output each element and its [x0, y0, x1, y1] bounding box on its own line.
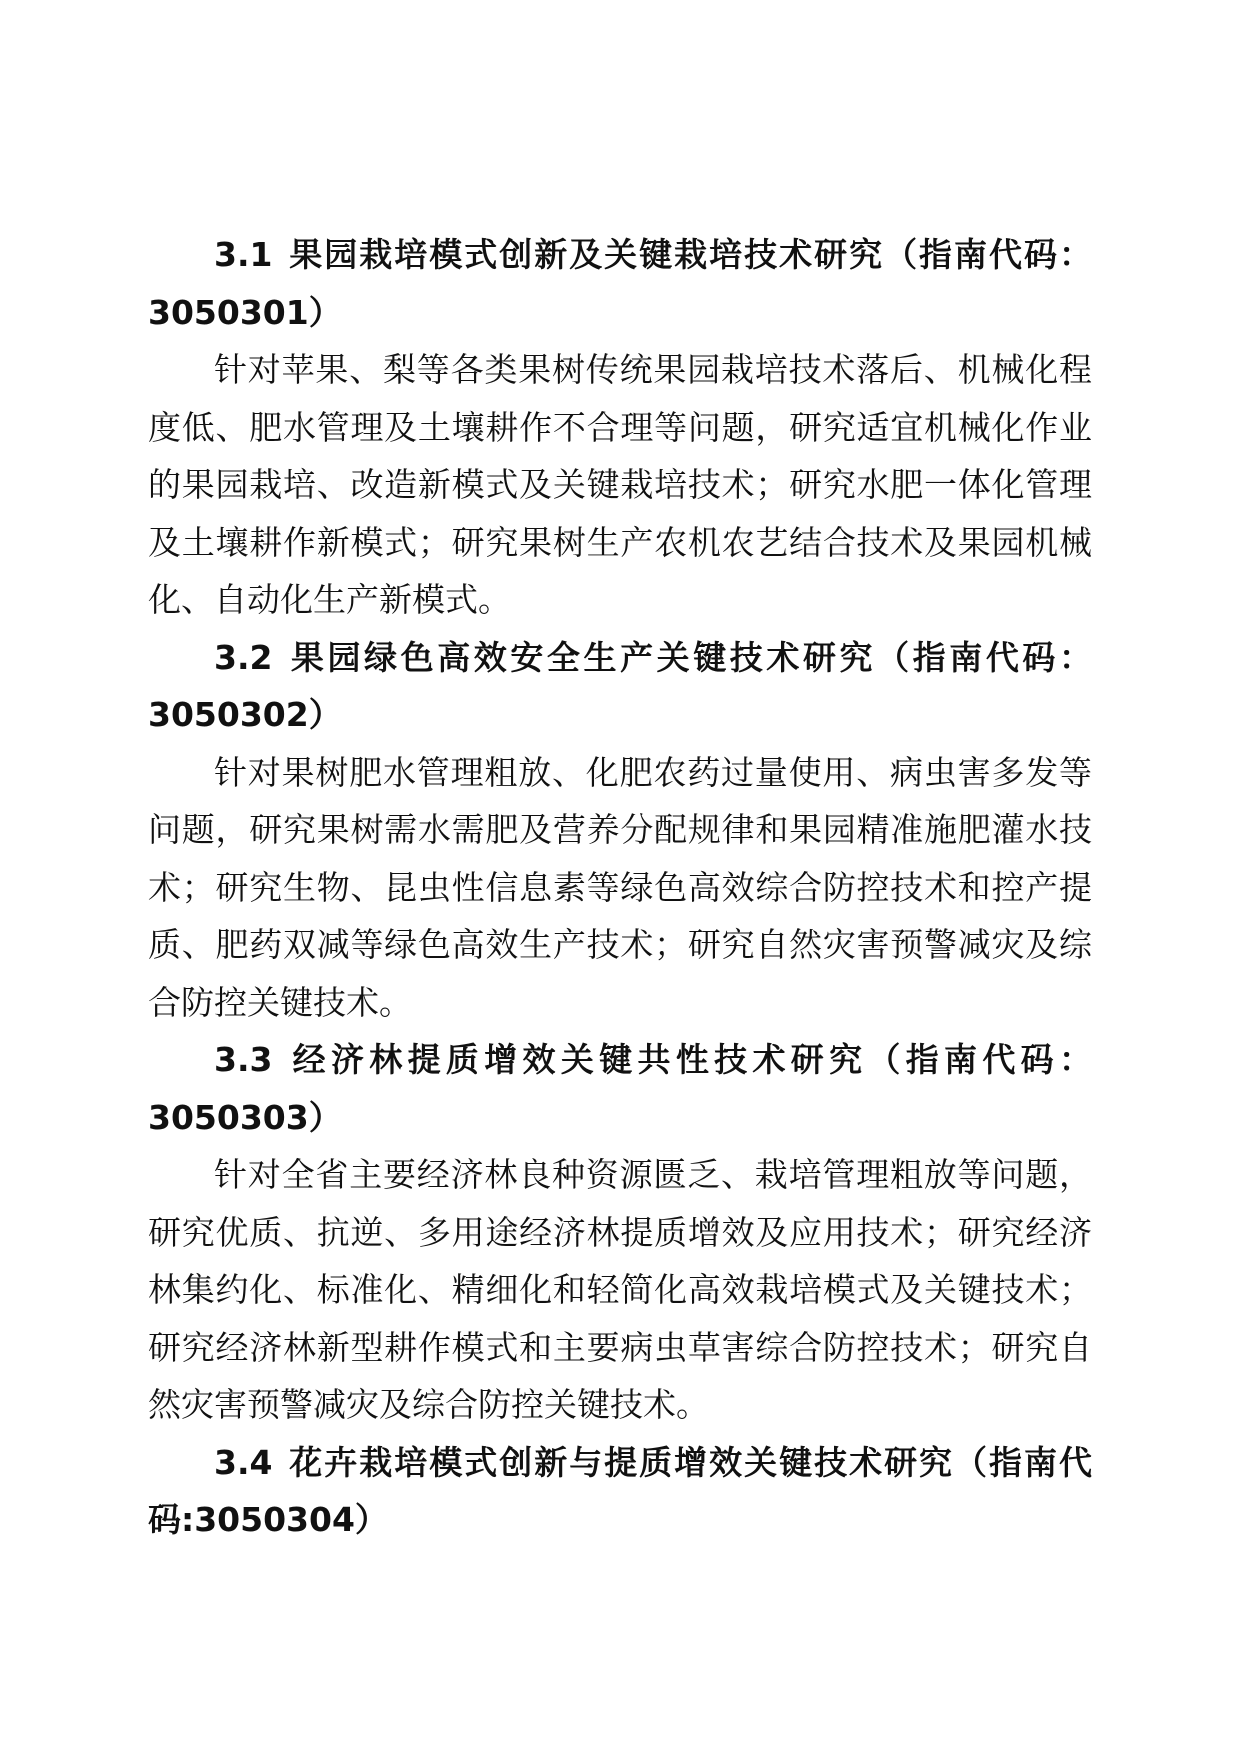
section-body-3-2: 针对果树肥水管理粗放、化肥农药过量使用、病虫害多发等问题，研究果树需水需肥及营养分配规律和果园精准施肥灌水技术；研究生物、昆虫性信息素等绿色高效综合防控技术和控产提质、肥药双减等绿色高效生产技术；研究自然灾害预警减灾及综合防控关键技术。 — [148, 752, 1092, 1022]
document-content — [148, 226, 1092, 1549]
section-body-3-3: 针对全省主要经济林良种资源匮乏、栽培管理粗放等问题，研究优质、抗逆、多用途经济林提质增效及应用技术；研究经济林集约化、标准化、精细化和轻简化高效栽培模式及关键技术；研究经济林新型耕作模式和主要病虫草害综合防控技术；研究自然灾害预警减灾及综合防控关键技术。 — [148, 1155, 1092, 1424]
section-body-3-1: 针对苹果、梨等各类果树传统果园栽培技术落后、机械化程度低、肥水管理及土壤耕作不合理等问题，研究适宜机械化作业的果园栽培、改造新模式及关键栽培技术；研究水肥一体化管理及土壤耕作新模式；研究果树生产农机农艺结合技术及果园机械化、自动化生产新模式。 — [148, 350, 1092, 619]
section-number: 3.1 — [214, 235, 273, 274]
section-title: 花卉栽培模式创新与提质增效关键技术研究（指南代码:3050304） — [148, 1442, 1092, 1539]
section-title: 经济林提质增效关键共性技术研究（指南代码：3050303） — [148, 1040, 1092, 1137]
section-number: 3.4 — [214, 1442, 273, 1482]
section-heading-3-4 — [148, 1434, 1092, 1549]
section-title: 果园绿色高效安全生产关键技术研究（指南代码：3050302） — [148, 637, 1092, 734]
section-heading-3-1 — [148, 226, 1092, 341]
section-heading-3-3 — [148, 1031, 1092, 1146]
section-title: 果园栽培模式创新及关键栽培技术研究（指南代码：3050301） — [148, 235, 1092, 332]
section-heading-3-2 — [148, 629, 1092, 744]
section-number: 3.2 — [214, 637, 273, 677]
section-number: 3.3 — [214, 1040, 273, 1079]
